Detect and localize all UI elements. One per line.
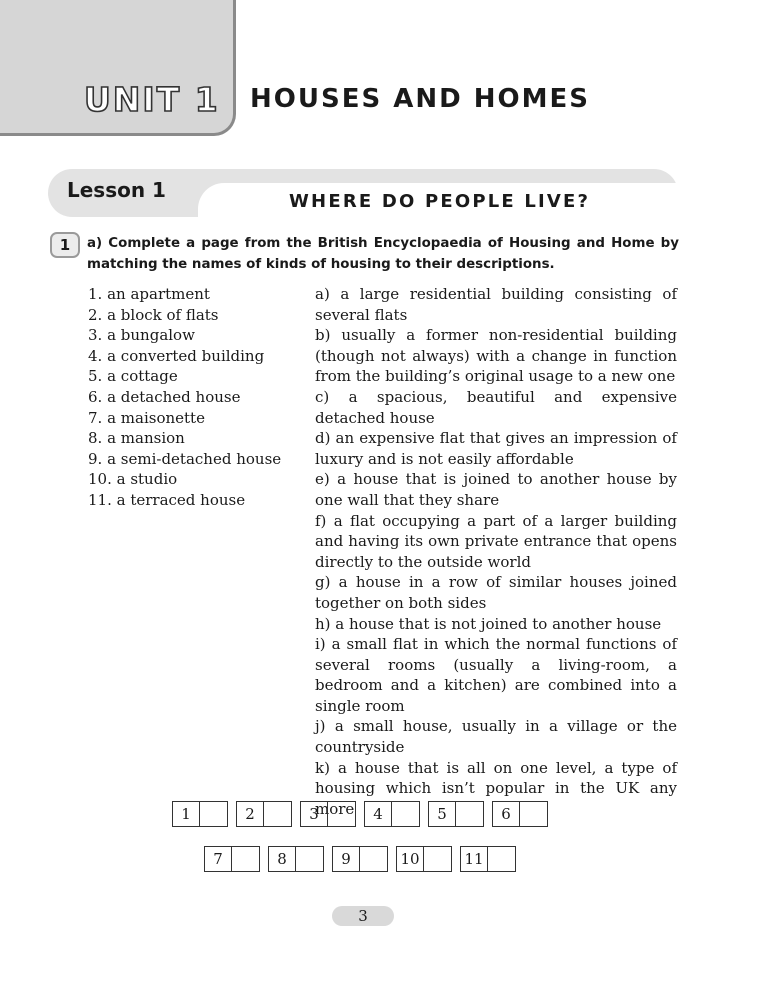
exercise-instruction: a) Complete a page from the British Encyclopaedia of Housing and Home by matching the names of kinds of housing to their descriptions. xyxy=(87,236,679,272)
answer-pair xyxy=(268,846,324,872)
unit-label: UNIT 1 xyxy=(84,80,220,119)
housing-name-item: 7. a maisonette xyxy=(88,408,205,427)
answer-grid-row-1 xyxy=(172,801,548,827)
answer-blank[interactable] xyxy=(360,846,388,872)
housing-description-item: k) a house that is all on one level, a type of housing which isn’t popular in the UK any more xyxy=(315,758,677,818)
housing-description-item: j) a small house, usually in a village or the countryside xyxy=(315,717,677,757)
answer-number: 9 xyxy=(332,846,360,872)
housing-description-item: e) a house that is joined to another house by one wall that they share xyxy=(315,470,677,509)
housing-description-item: c) a spacious, beautiful and expensive detached house xyxy=(315,387,677,427)
answer-number: 1 xyxy=(172,801,200,827)
answer-blank[interactable] xyxy=(232,846,260,872)
lesson-label: Lesson 1 xyxy=(67,178,166,202)
answer-blank[interactable] xyxy=(424,846,452,872)
housing-name-item: 6. a detached house xyxy=(88,387,241,406)
answer-blank[interactable] xyxy=(296,846,324,872)
housing-description-item: a) a large residential building consisting of several flats xyxy=(315,285,677,324)
housing-description-item: b) usually a former non-residential building (though not always) with a change in function from the building’s original usage to a new one xyxy=(315,326,677,386)
answer-number: 7 xyxy=(204,846,232,872)
housing-description-item: g) a house in a row of similar houses joined together on both sides xyxy=(315,573,677,612)
answer-pair xyxy=(204,846,260,872)
answer-number: 3 xyxy=(300,801,328,827)
answer-blank[interactable] xyxy=(264,801,292,827)
answer-number: 4 xyxy=(364,801,392,827)
answer-pair xyxy=(172,801,228,827)
answer-grid-row-2 xyxy=(204,846,516,872)
answer-pair xyxy=(300,801,356,827)
answer-blank[interactable] xyxy=(520,801,548,827)
housing-name-item: 4. a converted building xyxy=(88,346,265,365)
exercise-number-badge: 1 xyxy=(50,232,80,258)
housing-name-item: 11. a terraced house xyxy=(88,490,246,509)
answer-number: 10 xyxy=(396,846,424,872)
answer-blank[interactable] xyxy=(200,801,228,827)
answer-pair xyxy=(364,801,420,827)
housing-name-item: 10. a studio xyxy=(88,470,178,489)
answer-pair xyxy=(332,846,388,872)
housing-name-item: 2. a block of flats xyxy=(88,305,219,324)
housing-description-item: h) a house that is not joined to another house xyxy=(315,614,662,633)
housing-names-list xyxy=(88,284,308,511)
answer-pair xyxy=(492,801,548,827)
housing-name-item: 9. a semi-detached house xyxy=(88,449,282,468)
housing-name-item: 8. a mansion xyxy=(88,429,185,448)
housing-descriptions-list xyxy=(315,284,677,819)
housing-name-item: 1. an apartment xyxy=(88,285,210,303)
answer-blank[interactable] xyxy=(328,801,356,827)
housing-description-item: d) an expensive flat that gives an impression of luxury and is not easily affordable xyxy=(315,429,677,468)
housing-name-item: 3. a bungalow xyxy=(88,326,195,345)
lesson-title: WHERE DO PEOPLE LIVE? xyxy=(289,191,591,212)
answer-number: 5 xyxy=(428,801,456,827)
answer-pair xyxy=(460,846,516,872)
answer-blank[interactable] xyxy=(392,801,420,827)
answer-pair xyxy=(396,846,452,872)
answer-number: 8 xyxy=(268,846,296,872)
answer-number: 11 xyxy=(460,846,488,872)
unit-title: HOUSES AND HOMES xyxy=(250,84,590,114)
answer-blank[interactable] xyxy=(456,801,484,827)
answer-blank[interactable] xyxy=(488,846,516,872)
page-number: 3 xyxy=(332,906,394,926)
housing-name-item: 5. a cottage xyxy=(88,367,178,386)
housing-description-item: f) a flat occupying a part of a larger building and having its own private entrance that opens directly to the outside world xyxy=(315,511,677,571)
answer-pair xyxy=(428,801,484,827)
answer-number: 6 xyxy=(492,801,520,827)
housing-description-item: i) a small flat in which the normal functions of several rooms (usually a living-room, a bedroom and a kitchen) are combined into a single room xyxy=(315,635,677,715)
answer-number: 2 xyxy=(236,801,264,827)
answer-pair xyxy=(236,801,292,827)
